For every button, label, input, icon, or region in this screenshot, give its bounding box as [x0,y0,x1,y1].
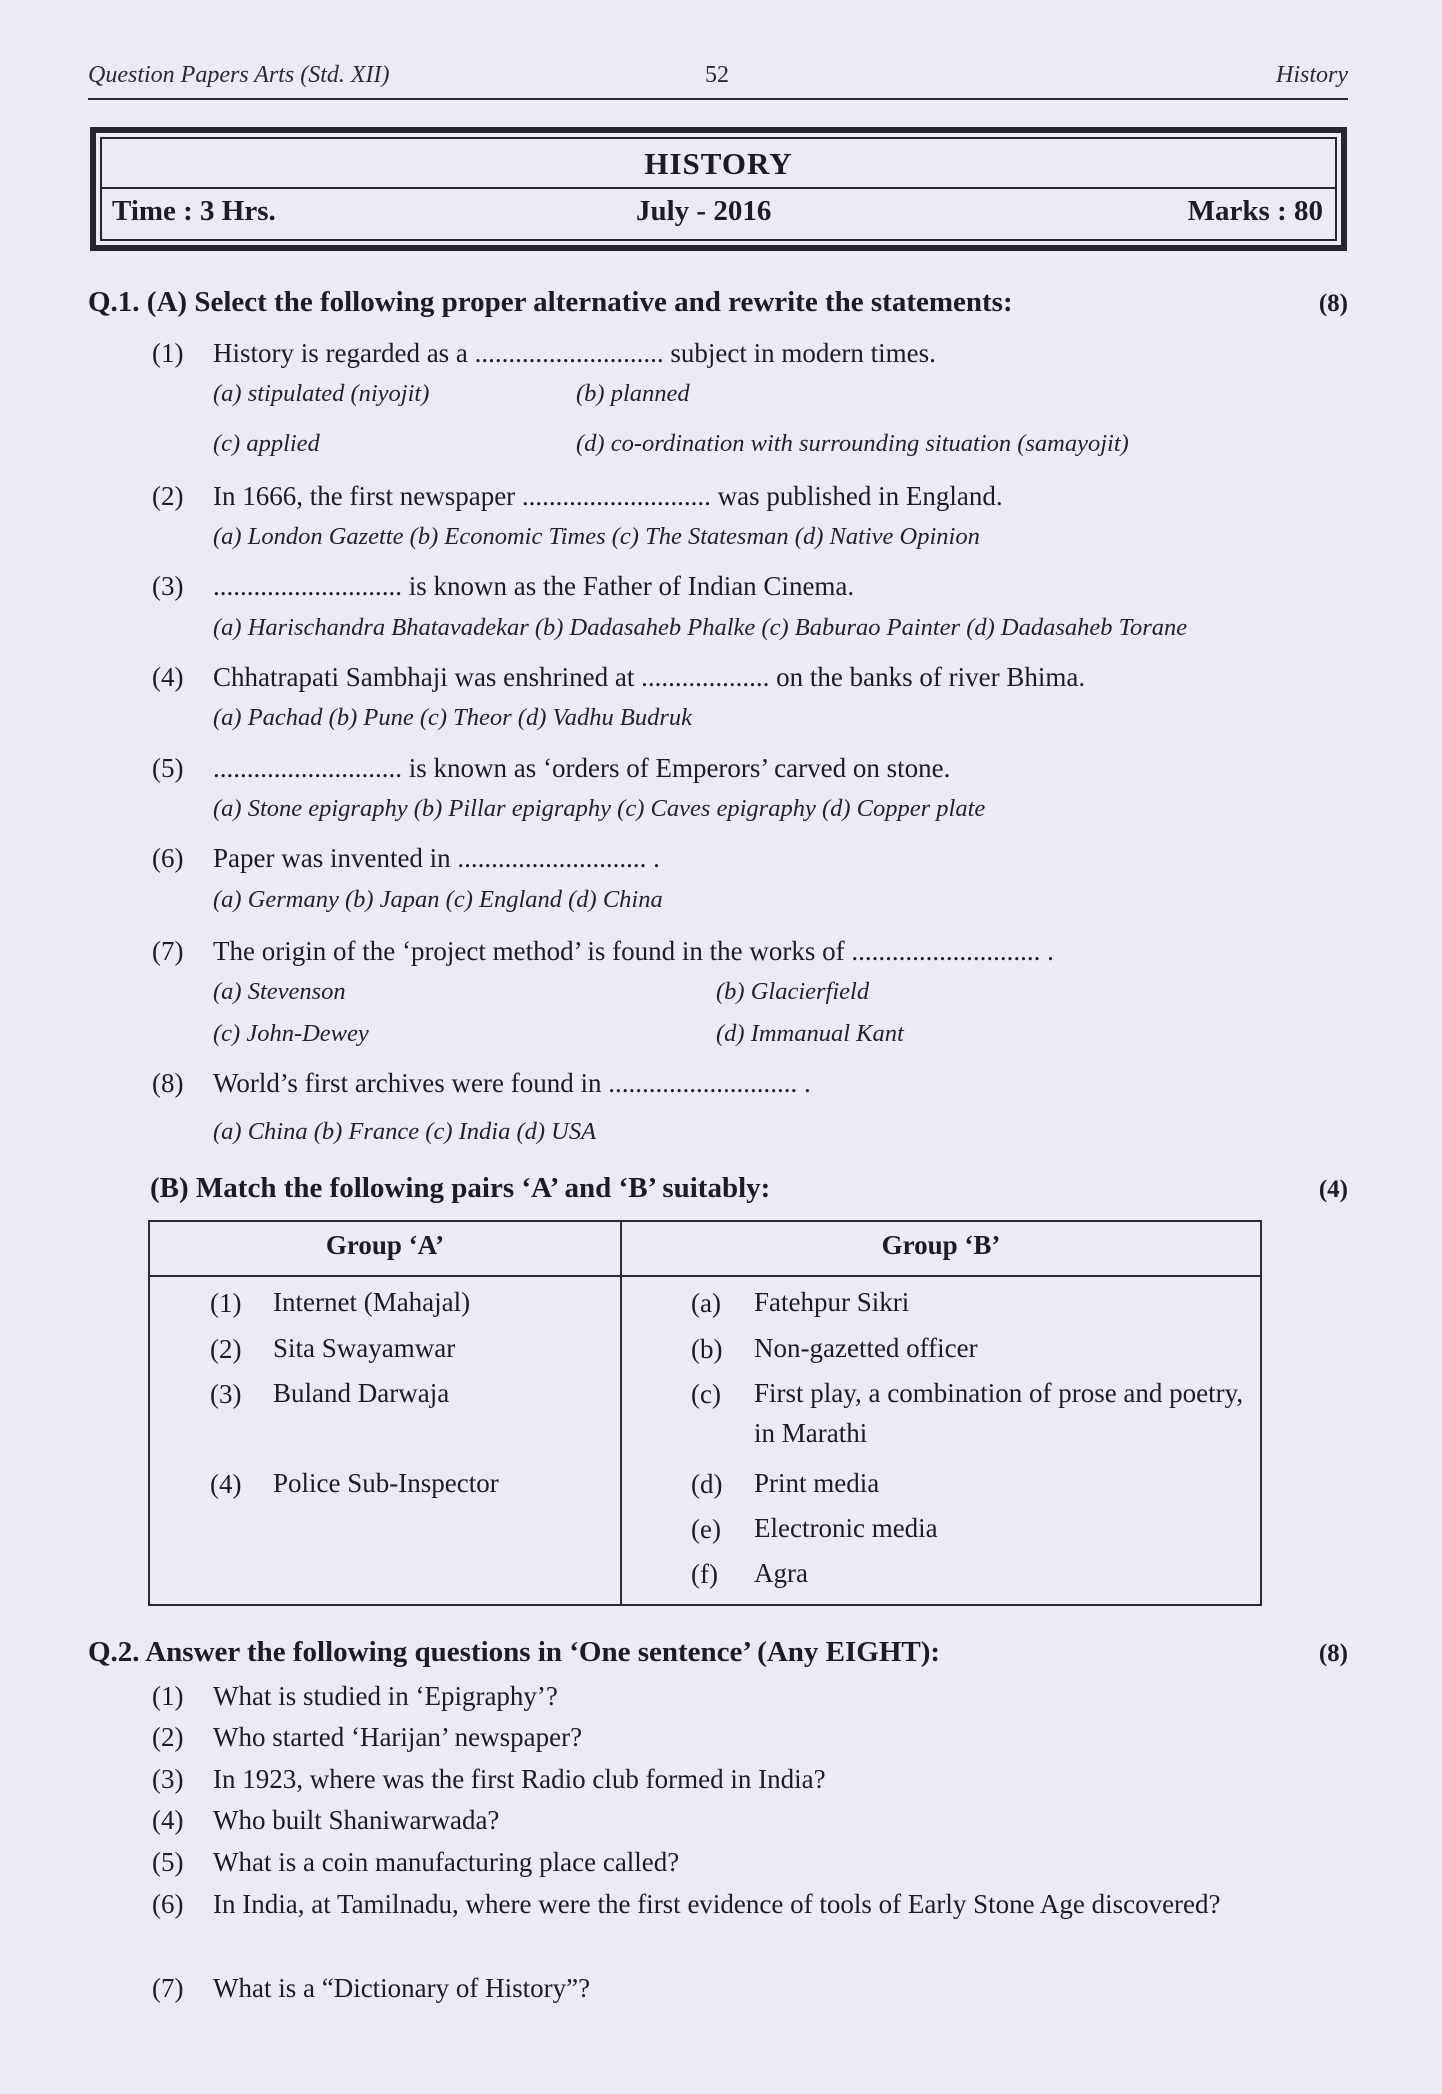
item-number: (5) [152,753,184,783]
row-letter: (a) [691,1288,721,1318]
row-text: Print media [754,1468,880,1498]
row-text: Non-gazetted officer [754,1333,978,1363]
row-text: Sita Swayamwar [273,1333,456,1363]
mcq-options: (a) London Gazette (b) Economic Times (c) The Statesman (d) Native Opinion [213,523,980,550]
row-text: Fatehpur Sikri [754,1287,910,1317]
mcq-options: (a) Pachad (b) Pune (c) Theor (d) Vadhu Budruk [213,704,692,731]
item-number: (1) [152,338,184,368]
row-letter: (d) [691,1469,723,1499]
row-number: (1) [210,1288,242,1318]
section-title: History [1276,62,1348,88]
mcq-option-b: (b) Glacierfield [716,978,870,1005]
question-label: Q.2. [88,1636,140,1668]
item-number: (4) [152,662,184,692]
total-marks: Marks : 80 [1187,195,1323,227]
item-text: History is regarded as a ............................ subject in modern times. [213,338,936,368]
item-text: ............................ is known as ‘orders of Emperors’ carved on stone. [213,753,951,783]
q1b-heading [150,1172,1348,1205]
q2-heading [88,1636,1348,1669]
item-text: In India, at Tamilnadu, where were the first evidence of tools of Early Stone Age discovered? [213,1889,1221,1919]
row-letter: (e) [691,1514,721,1544]
item-number: (8) [152,1068,184,1098]
column-divider [620,1222,622,1604]
mcq-options: (a) Stone epigraphy (b) Pillar epigraphy (c) Caves epigraphy (d) Copper plate [213,795,986,822]
row-number: (4) [210,1469,242,1499]
row-letter: (b) [691,1334,723,1364]
row-text: Agra [754,1558,808,1588]
row-text: First play, a combination of prose and poetry, in Marathi [754,1378,1244,1448]
question-marks: (8) [1318,290,1348,317]
item-number: (1) [152,1681,184,1711]
item-text: Paper was invented in ............................ . [213,843,660,873]
row-letter: (c) [691,1379,721,1409]
running-header [88,58,1348,100]
question-label: (B) [150,1172,189,1204]
item-text: Who built Shaniwarwada? [213,1805,500,1835]
item-number: (4) [152,1805,184,1835]
item-text: What is a “Dictionary of History”? [213,1973,591,2003]
mcq-options: (a) Germany (b) Japan (c) England (d) China [213,886,663,913]
group-b-header: Group ‘B’ [881,1230,1001,1260]
exam-duration: Time : 3 Hrs. [112,195,276,227]
item-text: ............................ is known as the Father of Indian Cinema. [213,571,855,601]
question-instruction: Answer the following questions in ‘One sentence’ (Any EIGHT): [145,1636,941,1668]
item-number: (3) [152,571,184,601]
mcq-option-c: (c) John-Dewey [213,1020,369,1047]
exam-title-box [90,127,1347,251]
mcq-option-d: (d) co-ordination with surrounding situation (samayojit) [576,430,1129,457]
book-title: Question Papers Arts (Std. XII) [88,62,390,88]
mcq-options: (a) China (b) France (c) India (d) USA [213,1118,597,1145]
mcq-option-b: (b) planned [576,380,690,407]
item-text: Chhatrapati Sambhaji was enshrined at ................... on the banks of river Bhima. [213,662,1086,692]
item-text: In 1666, the first newspaper ............................ was published in England. [213,481,1003,511]
item-number: (2) [152,1722,184,1752]
subject-title: HISTORY [102,139,1335,189]
row-text: Internet (Mahajal) [273,1287,471,1317]
group-a-header: Group ‘A’ [325,1230,445,1260]
mcq-option-a: (a) Stevenson [213,978,346,1005]
item-text: Who started ‘Harijan’ newspaper? [213,1722,583,1752]
question-label: Q.1. (A) [88,286,188,318]
mcq-options: (a) Harischandra Bhatavadekar (b) Dadasaheb Phalke (c) Baburao Painter (d) Dadasaheb Torane [213,614,1188,641]
header-divider [150,1275,1260,1277]
item-number: (6) [152,843,184,873]
row-text: Electronic media [754,1513,938,1543]
question-marks: (8) [1318,1640,1348,1667]
exam-date: July - 2016 [636,195,772,227]
question-instruction: Match the following pairs ‘A’ and ‘B’ suitably: [195,1172,771,1204]
item-number: (5) [152,1847,184,1877]
item-text: World’s first archives were found in ............................ . [213,1068,811,1098]
page-number: 52 [705,62,729,88]
item-text: What is studied in ‘Epigraphy’? [213,1681,558,1711]
item-number: (6) [152,1889,184,1919]
row-number: (2) [210,1334,242,1364]
item-number: (7) [152,936,184,966]
row-number: (3) [210,1379,242,1409]
row-text: Police Sub-Inspector [273,1468,499,1498]
mcq-option-c: (c) applied [213,430,320,457]
question-marks: (4) [1318,1176,1348,1203]
row-letter: (f) [691,1559,718,1589]
item-number: (3) [152,1764,184,1794]
item-text: The origin of the ‘project method’ is found in the works of ............................ . [213,936,1054,966]
item-number: (7) [152,1973,184,2003]
mcq-option-a: (a) stipulated (niyojit) [213,380,430,407]
q1a-heading [88,286,1348,319]
mcq-option-d: (d) Immanual Kant [716,1020,904,1047]
item-text: In 1923, where was the first Radio club formed in India? [213,1764,826,1794]
question-instruction: Select the following proper alternative and rewrite the statements: [194,286,1013,318]
item-text: What is a coin manufacturing place called? [213,1847,680,1877]
row-text: Buland Darwaja [273,1378,450,1408]
item-number: (2) [152,481,184,511]
